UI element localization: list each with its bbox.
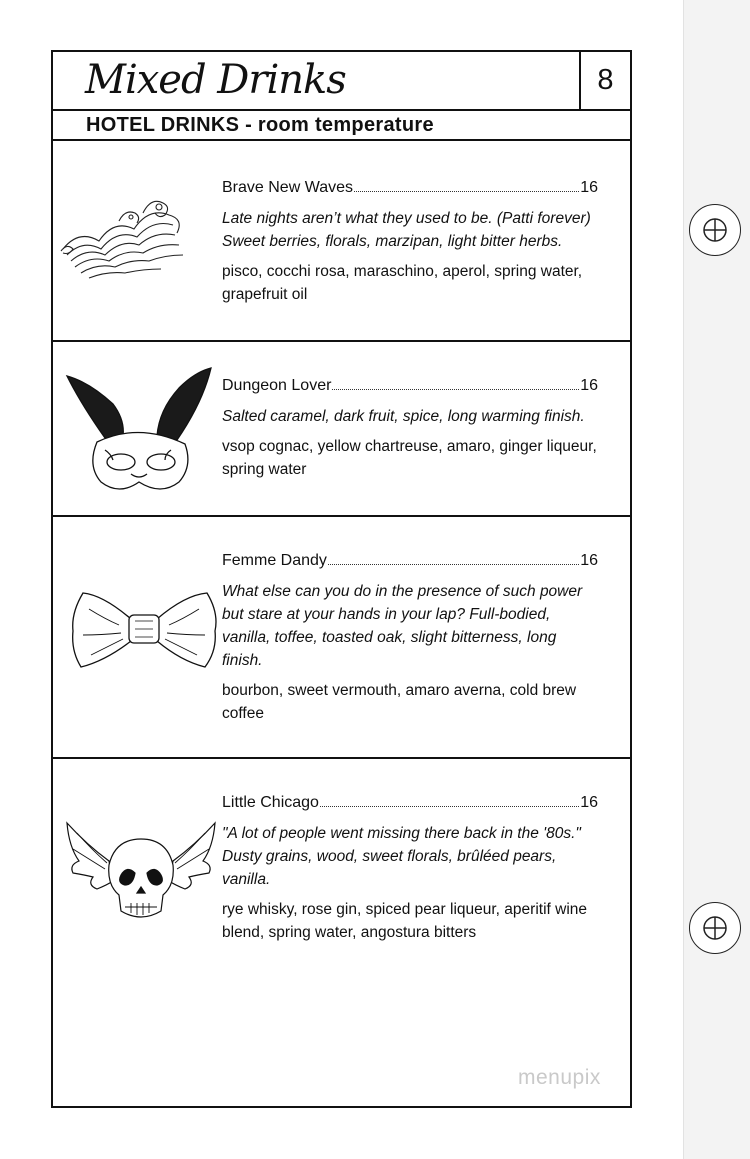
drink-item [53,342,630,517]
drink-description: Late nights aren’t what they used to be. (Patti forever) Sweet berries, florals, marzipan, light bitter herbs. [222,210,591,250]
menu-page [51,50,632,1108]
drink-ingredients: bourbon, sweet vermouth, amaro averna, cold brew coffee [222,682,577,722]
drink-description: "A lot of people went missing there back in the '80s." Dusty grains, wood, sweet florals, brûléed pears, vanilla. [222,825,581,888]
title-row [53,52,630,111]
drink-name: Little Chicago [222,794,319,811]
drink-name: Brave New Waves [222,179,353,196]
drink-name-line [222,178,598,198]
drink-item [53,141,630,342]
dot-leader [354,190,579,192]
drink-name-line [222,376,598,396]
page-number: 8 [579,52,630,109]
drink-name: Dungeon Lover [222,377,332,394]
drink-description: Salted caramel, dark fruit, spice, long warming finish. [222,408,585,425]
drink-item [53,759,630,1104]
bunny-mask-illustration-icon [61,364,217,500]
drink-ingredients: vsop cognac, yellow chartreuse, amaro, ginger liqueur, spring water [222,438,597,478]
drink-ingredients: rye whisky, rose gin, spiced pear liqueur, aperitif wine blend, spring water, angostura bitters [222,901,587,941]
drink-price: 16 [580,377,598,394]
dot-leader [320,805,579,807]
drink-item [53,517,630,759]
watermark: menupix [518,1066,601,1089]
drink-price: 16 [580,794,598,811]
drink-name: Femme Dandy [222,552,327,569]
drink-name-line [222,551,598,571]
binder-hole-icon [689,204,741,256]
dot-leader [328,563,579,565]
drink-ingredients: pisco, cocchi rosa, maraschino, aperol, spring water, grapefruit oil [222,263,583,303]
wave-illustration-icon [59,189,189,285]
binder-hole-icon [689,902,741,954]
drink-name-line [222,793,598,813]
drink-price: 16 [580,552,598,569]
section-heading-row [53,111,630,141]
winged-skull-illustration-icon [63,815,219,935]
drink-description: What else can you do in the presence of such power but stare at your hands in your lap? Full-bodied, vanilla, toffee, toasted oak, slight bitterness, long finish. [222,583,583,669]
section-heading: HOTEL DRINKS - room temperature [86,114,434,136]
dot-leader [332,388,579,390]
page-title: Mixed Drinks [85,57,346,103]
drink-price: 16 [580,179,598,196]
bow-tie-illustration-icon [69,589,219,671]
page-margin-strip [683,0,750,1159]
